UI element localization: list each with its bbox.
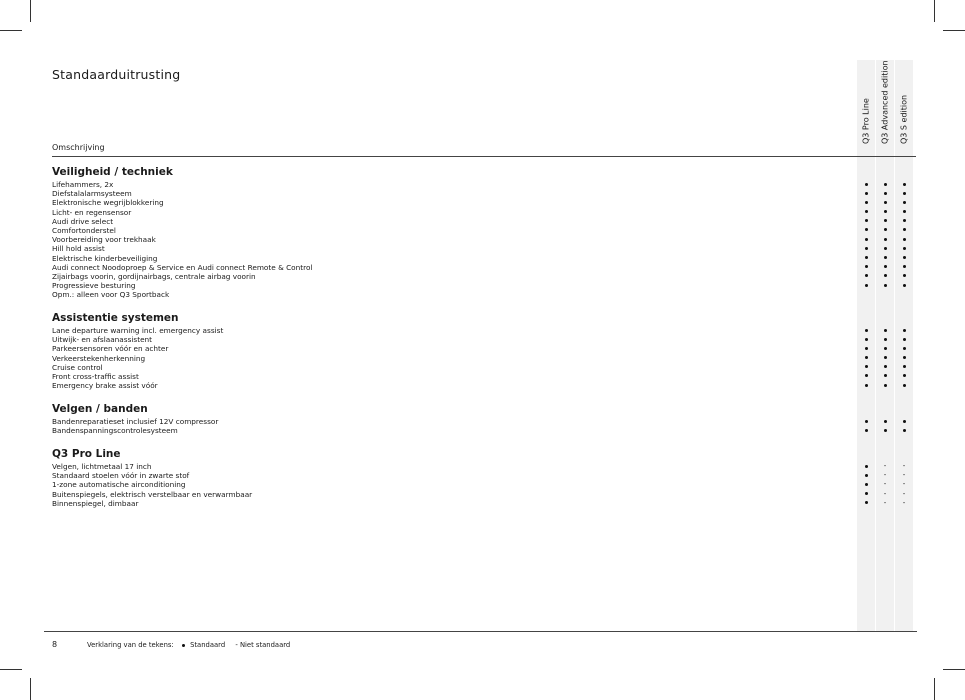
mark-s-edition: - (902, 462, 906, 470)
row-label: Audi connect Noodoproep & Service en Audi connect Remote & Control (52, 262, 313, 272)
mark-s-edition (895, 344, 913, 353)
standard-dot-icon (884, 256, 887, 259)
standard-dot-icon (865, 501, 868, 504)
mark-pro-line (857, 335, 875, 344)
mark-s-edition (895, 189, 913, 198)
mark-s-edition (895, 254, 913, 263)
mark-advanced-edition: - (883, 498, 887, 507)
section-q3-pro-line (52, 446, 916, 508)
table-row (52, 381, 916, 390)
mark-pro-line (857, 326, 875, 335)
mark-pro-line (857, 354, 875, 363)
standard-dot-icon (865, 274, 868, 277)
standard-dot-icon (865, 201, 868, 204)
row-label: Front cross-traffic assist (52, 371, 139, 381)
standard-dot-icon (865, 420, 868, 423)
standard-dot-icon (903, 420, 906, 423)
crop-mark (30, 0, 31, 22)
crop-mark (30, 678, 31, 700)
mark-pro-line (857, 263, 875, 272)
row-label: Voorbereiding voor trekhaak (52, 235, 156, 245)
row-label: Diefstalalarmsysteem (52, 189, 132, 199)
standard-dot-icon (865, 265, 868, 268)
mark-pro-line (857, 417, 875, 426)
standard-dot-icon (903, 256, 906, 259)
mark-pro-line (857, 272, 875, 281)
standard-dot-icon (865, 483, 868, 486)
table-row (52, 281, 916, 290)
mark-s-edition (895, 272, 913, 281)
standard-dot-icon (884, 219, 887, 222)
mark-s-edition (895, 363, 913, 372)
table-row (52, 290, 916, 299)
table-row (52, 217, 916, 226)
table-row (52, 462, 916, 471)
column-header-label: Q3 S edition (899, 94, 909, 144)
standard-dot-icon (865, 219, 868, 222)
standard-dot-icon (865, 192, 868, 195)
row-label: Elektrische kinderbeveiliging (52, 253, 158, 263)
mark-advanced-edition: - (883, 471, 887, 480)
row-label: Velgen, lichtmetaal 17 inch (52, 462, 152, 471)
mark-pro-line (857, 208, 875, 217)
standard-dot-icon (903, 347, 906, 350)
section-rows (52, 417, 916, 435)
crop-mark (943, 30, 965, 31)
standard-dot-icon (903, 265, 906, 268)
section-rows (52, 462, 916, 508)
standard-dot-icon (884, 284, 887, 287)
standard-dot-icon (884, 338, 887, 341)
mark-advanced-edition (876, 426, 894, 435)
mark-pro-line (857, 344, 875, 353)
table-row (52, 344, 916, 353)
mark-pro-line (857, 217, 875, 226)
table-row (52, 263, 916, 272)
table-row (52, 335, 916, 344)
standard-dot-icon (884, 201, 887, 204)
section-assistentie-systemen (52, 310, 916, 390)
mark-advanced-edition (876, 189, 894, 198)
mark-pro-line (857, 281, 875, 290)
standard-dot-icon (865, 492, 868, 495)
standard-dot-icon (865, 356, 868, 359)
standard-dot-icon (884, 365, 887, 368)
table-row (52, 490, 916, 499)
standard-dot-icon (903, 374, 906, 377)
mark-pro-line (857, 471, 875, 480)
mark-advanced-edition (876, 235, 894, 244)
row-label: Elektronische wegrijblokkering (52, 198, 164, 208)
mark-advanced-edition (876, 208, 894, 217)
mark-advanced-edition (876, 272, 894, 281)
standard-dot-icon (884, 228, 887, 231)
mark-s-edition (895, 226, 913, 235)
table-row (52, 354, 916, 363)
standard-dot-icon (903, 356, 906, 359)
mark-s-edition (895, 208, 913, 217)
standard-dot-icon (865, 384, 868, 387)
mark-advanced-edition (876, 281, 894, 290)
section-rows (52, 326, 916, 390)
standard-dot-icon (903, 201, 906, 204)
header-divider (52, 156, 916, 157)
table-row (52, 372, 916, 381)
standard-dot-icon (903, 284, 906, 287)
row-label: Licht- en regensensor (52, 207, 132, 217)
standard-dot-icon (182, 644, 185, 647)
section-title: Velgen / banden (52, 403, 148, 415)
row-label: Lifehammers, 2x (52, 180, 114, 189)
mark-advanced-edition (876, 254, 894, 263)
table-row (52, 208, 916, 217)
standard-dot-icon (884, 192, 887, 195)
mark-s-edition (895, 198, 913, 207)
column-header-s-edition (895, 3, 913, 153)
row-label: Comfortonderstel (52, 225, 116, 235)
standard-dot-icon (865, 374, 868, 377)
mark-pro-line (857, 426, 875, 435)
mark-advanced-edition (876, 335, 894, 344)
section-velgen-banden (52, 401, 916, 435)
crop-mark (934, 0, 935, 22)
column-header-pro-line (857, 3, 875, 153)
column-header-label: Q3 Advanced edition (880, 60, 890, 144)
section-title: Assistentie systemen (52, 312, 179, 324)
crop-mark (0, 669, 22, 670)
mark-pro-line (857, 462, 875, 471)
mark-s-edition (895, 281, 913, 290)
row-label: Binnenspiegel, dimbaar (52, 498, 139, 508)
mark-s-edition (895, 372, 913, 381)
standard-dot-icon (903, 210, 906, 213)
mark-advanced-edition (876, 344, 894, 353)
standard-dot-icon (865, 238, 868, 241)
mark-pro-line (857, 490, 875, 499)
mark-pro-line (857, 180, 875, 189)
section-veiligheid-techniek (52, 164, 916, 299)
table-row (52, 417, 916, 426)
mark-pro-line (857, 499, 875, 508)
footer-divider (44, 631, 917, 632)
standard-dot-icon (884, 265, 887, 268)
standard-dot-icon (884, 347, 887, 350)
mark-pro-line (857, 254, 875, 263)
mark-advanced-edition (876, 354, 894, 363)
section-rows (52, 180, 916, 299)
standard-dot-icon (865, 210, 868, 213)
standard-dot-icon (903, 238, 906, 241)
table-row (52, 326, 916, 335)
table-row (52, 180, 916, 189)
standard-dot-icon (865, 365, 868, 368)
mark-s-edition: - (902, 480, 906, 489)
mark-pro-line (857, 480, 875, 489)
mark-s-edition (895, 381, 913, 390)
mark-s-edition (895, 326, 913, 335)
row-label: Opm.: alleen voor Q3 Sportback (52, 290, 170, 300)
table-row (52, 189, 916, 198)
row-label: Bandenreparatieset inclusief 12V compressor (52, 417, 219, 426)
standard-dot-icon (884, 420, 887, 423)
section-title: Veiligheid / techniek (52, 166, 173, 178)
standard-dot-icon (903, 338, 906, 341)
mark-advanced-edition (876, 244, 894, 253)
mark-s-edition (895, 244, 913, 253)
mark-advanced-edition (876, 381, 894, 390)
row-label: Emergency brake assist vóór (52, 381, 158, 391)
standard-dot-icon (865, 338, 868, 341)
mark-pro-line (857, 189, 875, 198)
legend (87, 641, 290, 649)
standard-dot-icon (903, 384, 906, 387)
standard-dot-icon (865, 247, 868, 250)
standard-dot-icon (903, 365, 906, 368)
mark-advanced-edition: - (883, 489, 887, 498)
standard-dot-icon (884, 274, 887, 277)
mark-pro-line (857, 198, 875, 207)
mark-s-edition (895, 417, 913, 426)
legend-not-standard: - Niet standaard (235, 641, 291, 649)
standard-dot-icon (865, 474, 868, 477)
standard-dot-icon (865, 228, 868, 231)
row-label: Verkeerstekenherkenning (52, 353, 146, 363)
table-row (52, 471, 916, 480)
standard-dot-icon (903, 219, 906, 222)
mark-s-edition (895, 217, 913, 226)
standard-dot-icon (884, 183, 887, 186)
standard-dot-icon (884, 429, 887, 432)
mark-advanced-edition (876, 363, 894, 372)
row-label: Lane departure warning incl. emergency assist (52, 326, 224, 335)
row-label: Standaard stoelen vóór in zwarte stof (52, 471, 190, 481)
mark-s-edition (895, 335, 913, 344)
standard-dot-icon (865, 347, 868, 350)
row-label: Bandenspanningscontrolesysteem (52, 426, 178, 436)
row-label: Audi drive select (52, 216, 114, 226)
mark-advanced-edition (876, 326, 894, 335)
standard-dot-icon (903, 329, 906, 332)
mark-pro-line (857, 363, 875, 372)
mark-advanced-edition (876, 263, 894, 272)
mark-advanced-edition: - (883, 480, 887, 489)
crop-mark (0, 30, 22, 31)
mark-s-edition: - (902, 489, 906, 498)
mark-s-edition: - (902, 498, 906, 507)
mark-pro-line (857, 244, 875, 253)
standard-dot-icon (884, 374, 887, 377)
table-row (52, 426, 916, 435)
row-label: Progressieve besturing (52, 281, 136, 291)
standard-dot-icon (884, 247, 887, 250)
mark-s-edition (895, 263, 913, 272)
mark-advanced-edition (876, 217, 894, 226)
mark-advanced-edition (876, 180, 894, 189)
crop-mark (943, 669, 965, 670)
standard-dot-icon (884, 329, 887, 332)
mark-pro-line (857, 372, 875, 381)
mark-advanced-edition (876, 372, 894, 381)
table-row (52, 254, 916, 263)
row-label: Cruise control (52, 362, 103, 372)
table-row (52, 480, 916, 489)
standard-dot-icon (903, 183, 906, 186)
description-column-header: Omschrijving (52, 143, 105, 152)
table-row (52, 235, 916, 244)
row-label: Hill hold assist (52, 244, 105, 254)
standard-dot-icon (865, 429, 868, 432)
table-row (52, 198, 916, 207)
standard-dot-icon (865, 183, 868, 186)
page-title: Standaarduitrusting (52, 67, 181, 82)
column-header-advanced-edition (876, 3, 894, 153)
mark-pro-line (857, 226, 875, 235)
mark-s-edition: - (902, 471, 906, 480)
table-row (52, 272, 916, 281)
table-row (52, 499, 916, 508)
mark-pro-line (857, 235, 875, 244)
table-row (52, 226, 916, 235)
mark-s-edition (895, 426, 913, 435)
standard-dot-icon (903, 429, 906, 432)
standard-dot-icon (903, 274, 906, 277)
standard-dot-icon (903, 192, 906, 195)
standard-dot-icon (884, 356, 887, 359)
table-row (52, 244, 916, 253)
row-label: Zijairbags voorin, gordijnairbags, centrale airbag voorin (52, 271, 256, 281)
row-label: Buitenspiegels, elektrisch verstelbaar en verwarmbaar (52, 489, 253, 499)
standard-dot-icon (884, 238, 887, 241)
section-title: Q3 Pro Line (52, 448, 121, 460)
standard-dot-icon (865, 256, 868, 259)
row-label: 1-zone automatische airconditioning (52, 480, 186, 490)
standard-dot-icon (865, 465, 868, 468)
row-label: Parkeersensoren vóór en achter (52, 344, 169, 354)
standard-dot-icon (903, 228, 906, 231)
mark-advanced-edition (876, 198, 894, 207)
standard-dot-icon (865, 329, 868, 332)
standard-dot-icon (903, 247, 906, 250)
mark-advanced-edition (876, 226, 894, 235)
mark-advanced-edition: - (883, 462, 887, 470)
crop-mark (934, 678, 935, 700)
page-number: 8 (52, 640, 58, 649)
mark-advanced-edition (876, 417, 894, 426)
table-row (52, 363, 916, 372)
column-header-label: Q3 Pro Line (861, 98, 871, 144)
legend-standard: Standaard (190, 641, 226, 649)
mark-s-edition (895, 354, 913, 363)
standard-dot-icon (884, 210, 887, 213)
standard-dot-icon (884, 384, 887, 387)
mark-s-edition (895, 235, 913, 244)
standard-dot-icon (865, 284, 868, 287)
row-label: Uitwijk- en afslaanassistent (52, 335, 153, 345)
legend-prefix: Verklaring van de tekens: (87, 641, 174, 649)
mark-s-edition (895, 180, 913, 189)
mark-pro-line (857, 381, 875, 390)
